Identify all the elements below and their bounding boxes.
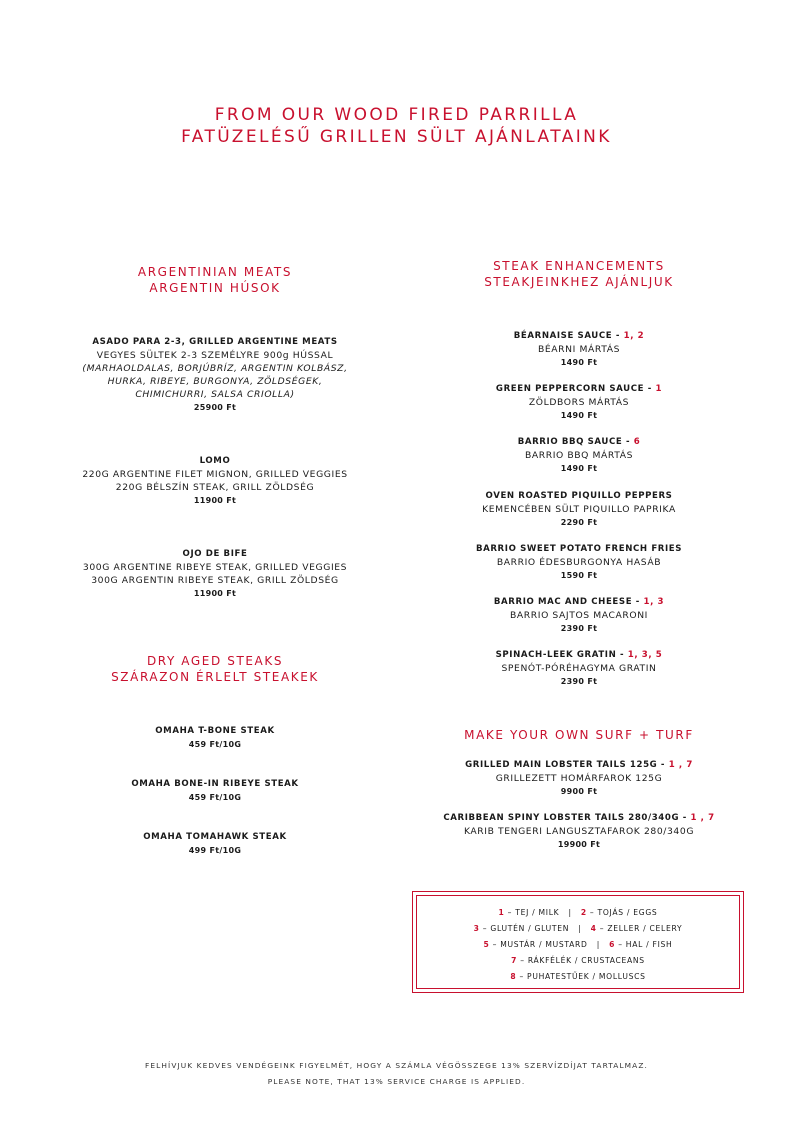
allergen-separator: | [568,908,572,917]
surf-turf-section [404,727,754,743]
menu-item-green-peppercorn [404,383,754,422]
item-allergens: 1 , 7 [690,813,715,823]
menu-item-bone-in-ribeye [40,778,390,804]
allergen-separator: | [596,940,600,949]
item-price: 1590 Ft [560,571,598,580]
item-name-text: GREEN PEPPERCORN SAUCE - [495,384,656,394]
allergen-separator: | [578,924,582,933]
menu-item-spinach-leek [404,649,754,688]
item-name [404,490,754,503]
item-price: 2290 Ft [560,518,598,527]
item-name: LOMO [199,456,231,466]
service-charge-hu: FELHÍVJUK KEDVES VENDÉGEINK FIGYELMÉT, HOGY A SZÁMLA VÉGÖSSZEGE 13% SZERVÍZDÍJAT TARTALMAZ. [145,1061,648,1070]
item-price: 11900 Ft [193,496,237,505]
item-name-text: SPINACH-LEEK GRATIN - [495,650,628,660]
heading-en: STEAK ENHANCEMENTS [493,259,665,273]
heading-hu: STEAKJEINKHEZ AJÁNLJUK [484,275,674,289]
item-price: 19900 Ft [557,840,601,849]
allergen-row [417,937,739,953]
item-name [404,649,754,662]
allergen-label: – ZELLER / CELERY [596,924,683,933]
item-name-text: BARRIO SWEET POTATO FRENCH FRIES [475,544,683,554]
allergen-row [417,953,739,969]
page-title [0,104,793,148]
menu-item-asado [40,336,390,416]
item-name-text: GRILLED MAIN LOBSTER TAILS 125G - [465,760,669,770]
item-price: 25900 Ft [193,403,237,412]
allergen-number: 1 [498,908,505,917]
menu-item-mac-cheese [404,596,754,635]
menu-item-bearnaise [404,330,754,369]
allergen-label: – TOJÁS / EGGS [586,908,658,917]
item-name [404,436,754,449]
service-charge-en: PLEASE NOTE, THAT 13% SERVICE CHARGE IS APPLIED. [267,1077,526,1086]
item-allergens: 1, 2 [623,331,645,341]
argentinian-meats-section [40,264,390,296]
item-desc: 220G ARGENTINE FILET MIGNON, GRILLED VEGGIES [82,469,348,480]
menu-item-tbone [40,725,390,751]
item-price: 499 Ft/10G [188,846,242,855]
item-name: OMAHA TOMAHAWK STEAK [143,832,287,842]
allergen-row [417,969,739,985]
allergen-label: – RÁKFÉLÉK / CRUSTACEANS [517,956,645,965]
surf-turf-heading: MAKE YOUR OWN SURF + TURF [464,728,694,742]
item-desc-italic: CHIMICHURRI, SALSA CRIOLLA) [135,389,295,400]
item-name: OMAHA BONE-IN RIBEYE STEAK [131,779,299,789]
steak-enhancements-section [404,258,754,290]
menu-item-ojo-de-bife [40,548,390,600]
item-name [404,543,754,556]
item-price: 1490 Ft [560,358,598,367]
item-name-text: CARIBBEAN SPINY LOBSTER TAILS 280/340G - [443,813,691,823]
allergen-number: 4 [590,924,597,933]
allergen-key-inner-border [416,895,740,989]
item-allergens: 1, 3, 5 [627,650,663,660]
item-desc: KARIB TENGERI LANGUSZTAFAROK 280/340G [463,826,695,837]
item-name [404,330,754,343]
item-price: 9900 Ft [560,787,598,796]
item-name [404,383,754,396]
item-desc: SPENÓT-PÓRÉHAGYMA GRATIN [501,663,657,674]
allergen-key-list [417,905,739,985]
item-desc: BARRIO ÉDESBURGONYA HASÁB [496,557,662,568]
item-desc: 220G BÉLSZÍN STEAK, GRILL ZÖLDSÉG [115,482,315,493]
allergen-label: – GLUTÉN / GLUTEN [479,924,570,933]
allergen-number: 2 [580,908,587,917]
steak-enhancements-heading [404,258,754,290]
page-title-en: FROM OUR WOOD FIRED PARRILLA [214,105,579,125]
menu-item-lomo [40,455,390,507]
allergen-number: 3 [473,924,480,933]
menu-item-spiny-lobster [404,812,754,851]
item-price: 2390 Ft [560,624,598,633]
allergen-row [417,921,739,937]
item-desc-italic: HURKA, RIBEYE, BURGONYA, ZÖLDSÉGEK, [107,376,323,387]
menu-item-sweet-potato [404,543,754,582]
item-name-text: OVEN ROASTED PIQUILLO PEPPERS [485,491,673,501]
item-allergens: 1 [655,384,663,394]
item-name: OJO DE BIFE [182,549,248,559]
item-name-text: BARRIO MAC AND CHEESE - [493,597,644,607]
item-desc-italic: (MARHAOLDALAS, BORJÚBRÍZ, ARGENTIN KOLBÁSZ, [82,363,348,374]
item-desc: 300G ARGENTIN RIBEYE STEAK, GRILL ZÖLDSÉG [91,575,339,586]
heading-en: ARGENTINIAN MEATS [137,265,293,279]
item-allergens: 1 , 7 [668,760,693,770]
item-price: 1490 Ft [560,464,598,473]
allergen-number: 8 [510,972,517,981]
allergen-label: – TEJ / MILK [504,908,560,917]
item-price: 11900 Ft [193,589,237,598]
item-name [404,759,754,772]
item-desc: BARRIO BBQ MÁRTÁS [524,450,634,461]
item-desc: BÉARNI MÁRTÁS [537,344,621,355]
menu-item-bbq-sauce [404,436,754,475]
dry-aged-heading [40,653,390,685]
allergen-row [417,905,739,921]
heading-hu: ARGENTIN HÚSOK [149,281,281,295]
allergen-label: – MUSTÁR / MUSTARD [489,940,588,949]
argentinian-meats-heading [40,264,390,296]
menu-item-tomahawk [40,831,390,857]
item-desc: KEMENCÉBEN SÜLT PIQUILLO PAPRIKA [482,504,676,515]
menu-item-main-lobster [404,759,754,798]
page-title-hu: FATÜZELÉSŰ GRILLEN SÜLT AJÁNLATAINK [181,127,612,147]
item-allergens: 1, 3 [643,597,665,607]
allergen-number: 6 [609,940,616,949]
dry-aged-section [40,653,390,685]
heading-en: DRY AGED STEAKS [146,654,284,668]
item-name [404,812,754,825]
service-charge-note [0,1058,793,1090]
item-desc: 300G ARGENTINE RIBEYE STEAK, GRILLED VEGGIES [82,562,348,573]
allergen-label: – HAL / FISH [615,940,673,949]
item-desc: ZÖLDBORS MÁRTÁS [528,397,630,408]
menu-item-piquillo [404,490,754,529]
item-price: 2390 Ft [560,677,598,686]
item-desc: VEGYES SÜLTEK 2-3 SZEMÉLYRE 900g HÚSSAL [96,350,334,361]
heading-hu: SZÁRAZON ÉRLELT STEAKEK [111,670,319,684]
item-desc: GRILLEZETT HOMÁRFAROK 125G [495,773,663,784]
allergen-label: – PUHATESTŰEK / MOLLUSCS [516,972,646,981]
item-name-text: BARRIO BBQ SAUCE - [517,437,634,447]
item-name [404,596,754,609]
item-name: ASADO PARA 2-3, GRILLED ARGENTINE MEATS [92,337,338,347]
allergen-key-box [412,891,744,993]
item-price: 1490 Ft [560,411,598,420]
item-allergens: 6 [633,437,641,447]
item-name: OMAHA T-BONE STEAK [155,726,275,736]
item-price: 459 Ft/10G [188,740,242,749]
item-name-text: BÉARNAISE SAUCE - [513,331,624,341]
allergen-number: 7 [511,956,518,965]
item-desc: BARRIO SAJTOS MACARONI [510,610,648,621]
allergen-number: 5 [483,940,490,949]
item-price: 459 Ft/10G [188,793,242,802]
